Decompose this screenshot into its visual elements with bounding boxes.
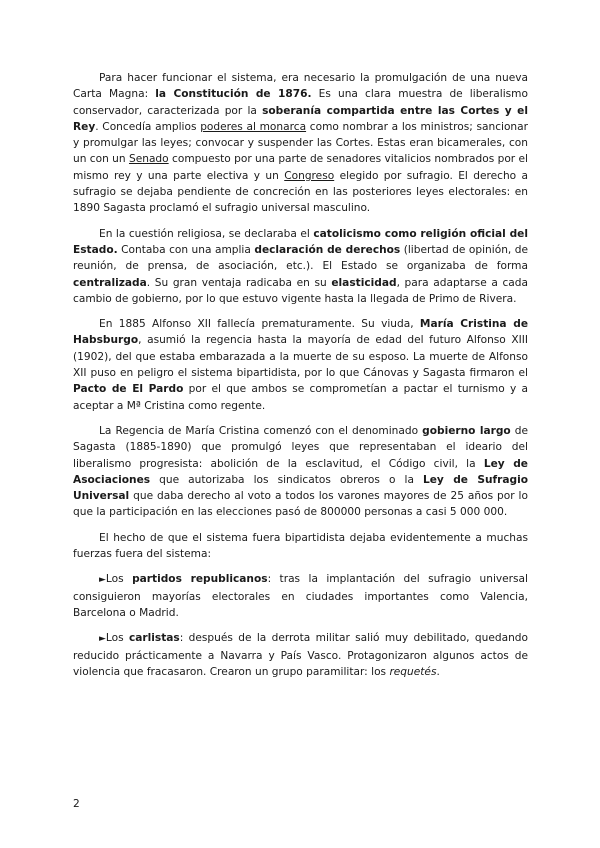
bold-ley-sufragio: Ley de Sufragio Universal [73, 473, 528, 503]
bold-catholicism: catolicismo como religión oficial del Estado. [73, 227, 528, 256]
bold-shared-sovereignty: soberanía compartida entre las Cortes y el Rey [73, 104, 528, 133]
bold-constitution-1876: la Constitución de 1876. [155, 88, 312, 101]
text: , asumió la regencia hasta la mayoría de edad del futuro Alfonso XIII (1902), del que estaba embarazada a la muerte de su esposo. La muerte de Alfonso XII puso en peligro el sistema bipartidista, por lo que Cánovas y Sagasta firmaron el [73, 334, 528, 380]
underlined-congress: Congreso [284, 169, 335, 182]
text: . [436, 665, 440, 678]
bold-elasticity: elasticidad [331, 276, 397, 289]
text: (libertad de opinión, de reunión, de prensa, de asociación, etc.). El Estado se organizaba de forma [73, 243, 528, 273]
text: Los [105, 632, 129, 645]
bold-gobierno-largo: gobierno largo [422, 424, 511, 437]
document-body [73, 70, 528, 689]
text: por el que ambos se comprometían a pactar el turnismo y a aceptar a Mª Cristina como regente. [73, 383, 529, 412]
text: Es una clara muestra de liberalismo conservador, caracterizada por la [73, 88, 528, 117]
text: Para hacer funcionar el sistema, era necesario la promulgación de una nueva Carta Magna: [73, 72, 528, 101]
arrow-right-icon: ► [99, 575, 106, 586]
text: como nombrar a los ministros; sancionar y promulgar las leyes; convocar y suspender las Cortes. Estas eran bicamerales, con un con un [73, 120, 528, 166]
text: compuesto por una parte de senadores vitalicios nombrados por el mismo rey y una parte electiva y un [73, 153, 528, 182]
underlined-powers-monarch: poderes al monarca [200, 120, 307, 133]
text: , para adaptarse a cada cambio de gobierno, por lo que estuvo vigente hasta la llegada de Primo de Rivera. [73, 276, 528, 305]
text: En la cuestión religiosa, se declaraba el [99, 227, 314, 240]
bold-carlists: carlistas [129, 632, 180, 645]
text: . Concedía amplios [95, 120, 201, 133]
paragraph-constitution [73, 70, 528, 217]
bold-republicans: partidos republicanos [132, 573, 268, 586]
text: de Sagasta (1885-1890) que promulgó leyes que representaban el ideario del liberalismo progresista: abolición de la esclavitud, el Código civil, la [73, 424, 528, 470]
bullet-republicans [73, 571, 528, 621]
bold-rights: declaración de derechos [254, 243, 401, 256]
text: La Regencia de María Cristina comenzó con el denominado [99, 424, 423, 437]
paragraph-long-government [73, 423, 528, 521]
arrow-right-icon: ► [99, 634, 106, 645]
text: . Su gran ventaja radicaba en su [146, 276, 332, 289]
text: : tras la implantación del sufragio universal consiguieron mayorías electorales en ciudades importantes como Valencia, Barcelona o Madrid. [73, 573, 528, 619]
text: Los [105, 573, 133, 586]
text: El hecho de que el sistema fuera bipartidista dejaba evidentemente a muchas fuerzas fuera del sistema: [73, 531, 528, 561]
page-number: 2 [73, 798, 80, 810]
bold-centralized: centralizada [73, 276, 147, 289]
text: que autorizaba los sindicatos obreros o la [150, 473, 423, 486]
italic-requetes: requetés [389, 665, 437, 678]
bold-ley-asociaciones: Ley de Asociaciones [73, 457, 528, 486]
paragraph-regency [73, 316, 528, 414]
text: En 1885 Alfonso XII fallecía prematuramente. Su viuda, [99, 318, 420, 331]
paragraph-religion [73, 226, 528, 307]
text: que daba derecho al voto a todos los varones mayores de 25 años por lo que la participación en las elecciones pasó de 800000 personas a casi 5 000 000. [73, 490, 528, 519]
text: : después de la derrota militar salió muy debilitado, quedando reducido prácticamente a Navarra y País Vasco. Protagonizaron algunos actos de violencia que fracasaron. Crearon un grupo paramilitar: los [73, 632, 528, 678]
bold-maria-cristina: María Cristina de Habsburgo [73, 318, 528, 347]
bullet-carlists [73, 630, 528, 680]
underlined-senate: Senado [128, 153, 169, 166]
paragraph-bipartisan [73, 530, 528, 563]
text: Contaba con una amplia [117, 243, 255, 256]
text: elegido por sufragio. El derecho a sufragio se dejaba pendiente de concreción en las posteriores leyes electorales: en 1890 Sagasta proclamó el sufragio universal masculino. [73, 169, 528, 215]
bold-pacto-pardo: Pacto de El Pardo [73, 383, 184, 396]
